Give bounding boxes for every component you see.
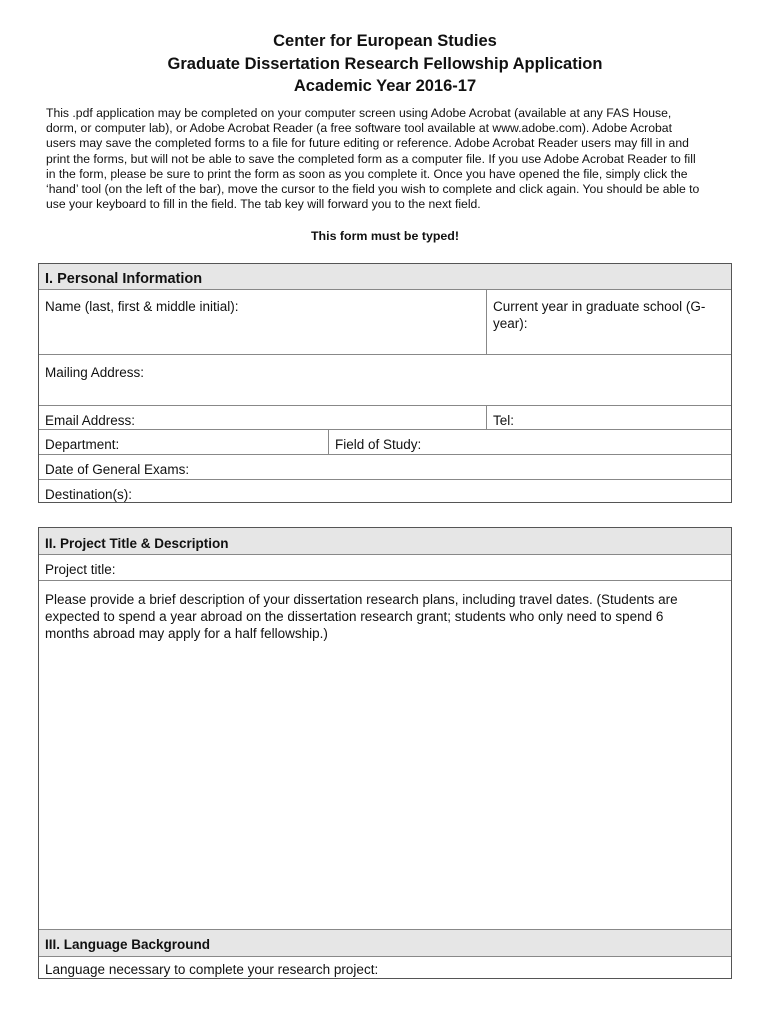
must-be-typed-notice: This form must be typed! (310, 229, 459, 243)
research-language-field[interactable]: Language necessary to complete your research project: (45, 962, 379, 977)
name-field[interactable]: Name (last, first & middle initial): (45, 299, 239, 314)
divider (39, 479, 731, 480)
intro-line: dorm, or computer lab), or Adobe Acrobat Reader (a free software tool available at www.adobe.com). Adobe Acrobat (46, 121, 672, 136)
project-description-field[interactable] (45, 591, 678, 642)
intro-line: ‘hand’ tool (on the left of the bar), move the cursor to the field you wish to complete and click again. You should be able to (46, 182, 700, 197)
year-label-line1: Current year in graduate school (G- (493, 299, 706, 314)
document-title (0, 30, 770, 98)
year-label-line2: year): (493, 316, 528, 331)
divider (39, 354, 731, 355)
divider (486, 290, 487, 354)
divider (39, 554, 731, 555)
field-of-study-field[interactable]: Field of Study: (335, 437, 422, 452)
intro-line: print the forms, but will not be able to save the completed form as a computer file. If you use Adobe Acrobat Reader to fill (46, 151, 696, 166)
intro-line: in the form, please be sure to print the form as soon as you complete it. Once you have opened the file, simply click the (46, 166, 688, 181)
tel-field[interactable]: Tel: (493, 413, 515, 428)
general-exams-date-field[interactable]: Date of General Exams: (45, 462, 190, 477)
divider (39, 289, 731, 290)
instructions-paragraph (46, 106, 731, 212)
divider (39, 429, 731, 430)
divider (39, 405, 731, 406)
project-title-field[interactable]: Project title: (45, 562, 116, 577)
email-field[interactable]: Email Address: (45, 413, 136, 428)
divider (39, 580, 731, 581)
title-line-3: Academic Year 2016-17 (293, 77, 477, 95)
section2-title: II. Project Title & Description (45, 536, 229, 551)
title-line-1: Center for European Studies (273, 32, 497, 50)
divider (39, 956, 731, 957)
destinations-field[interactable]: Destination(s): (45, 487, 133, 502)
divider (328, 429, 329, 454)
intro-line: users may save the completed forms to a file for future editing or reference. Adobe Acrobat Reader users may fill in and (46, 136, 689, 151)
divider (39, 454, 731, 455)
section1-title: I. Personal Information (45, 271, 203, 287)
description-line: months abroad may apply for a half fellowship.) (45, 626, 328, 641)
year-field[interactable] (493, 298, 705, 332)
divider (486, 405, 487, 429)
description-line: expected to spend a year abroad on the dissertation research grant; students who only need to spend 6 (45, 609, 664, 624)
title-line-2: Graduate Dissertation Research Fellowship Application (167, 54, 603, 73)
mailing-address-field[interactable]: Mailing Address: (45, 365, 145, 380)
section3-title: III. Language Background (45, 937, 211, 952)
intro-line: This .pdf application may be completed on your computer screen using Adobe Acrobat (available at any FAS House, (46, 106, 672, 120)
intro-line: use your keyboard to fill in the field. The tab key will forward you to the next field. (46, 197, 481, 212)
description-line: Please provide a brief description of your dissertation research plans, including travel dates. (Students are (45, 592, 678, 607)
department-field[interactable]: Department: (45, 437, 120, 452)
